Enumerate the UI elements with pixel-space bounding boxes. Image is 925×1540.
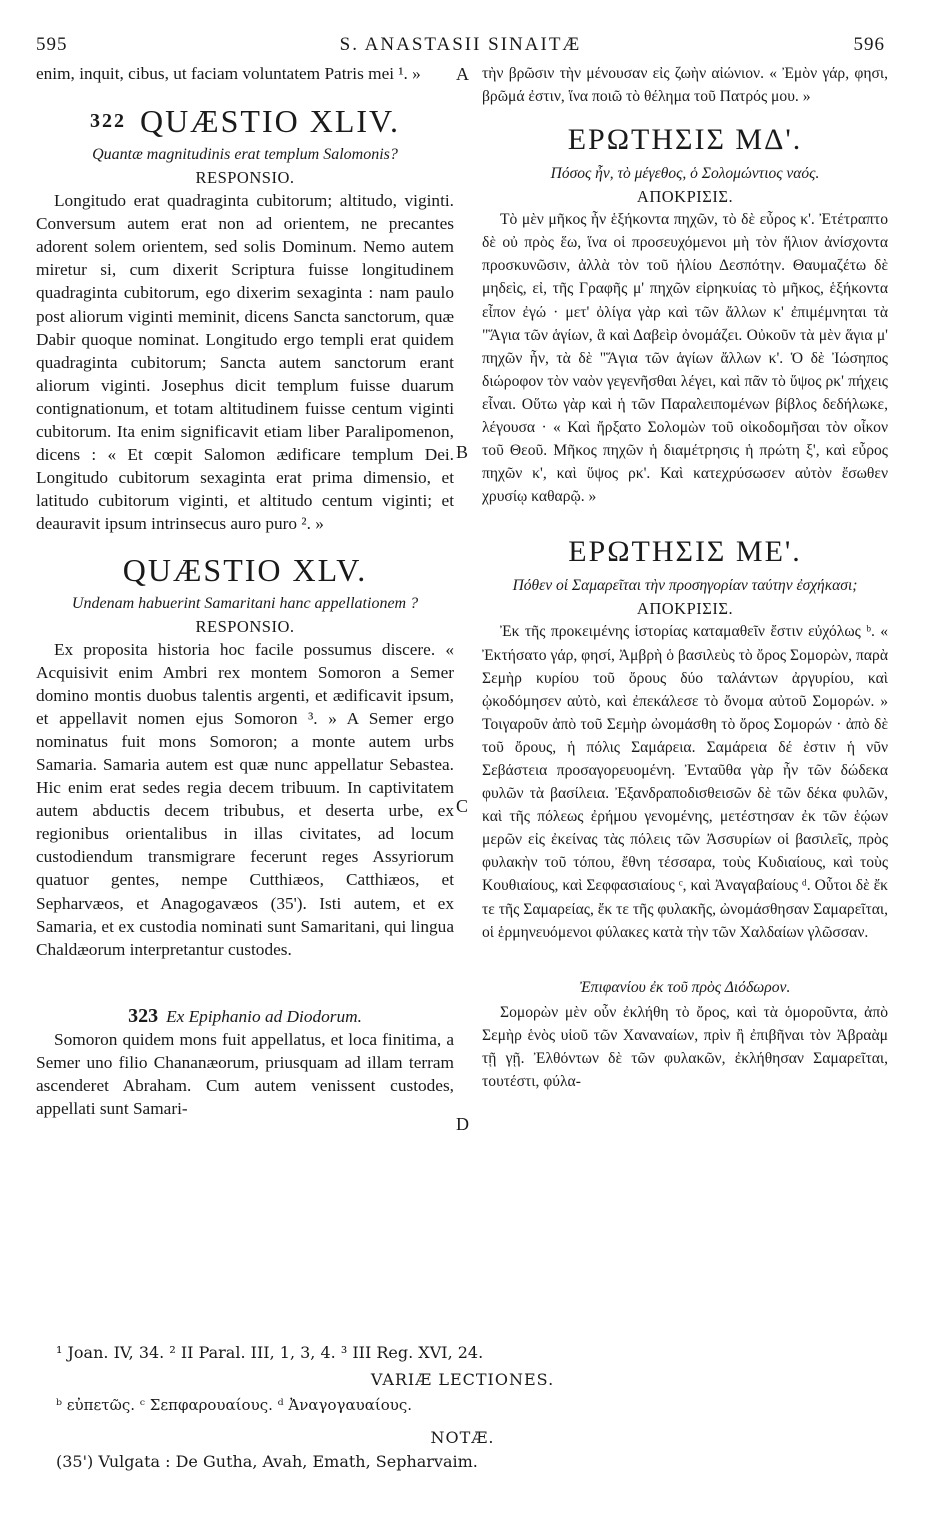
latin-q44-responsio: RESPONSIO. xyxy=(195,168,295,188)
margin-letter-c: C xyxy=(456,796,469,816)
margin-letter-b: B xyxy=(456,442,469,462)
running-title: S. ANASTASII SINAITÆ xyxy=(339,34,582,55)
variae-lectiones-title: VARIÆ LECTIONES. xyxy=(370,1370,555,1389)
greek-q44-body: Τὸ μὲν μῆκος ἦν ἑξήκοντα πηχῶν, τὸ δὲ εὖρος κ'. Ἐτέτραπτο δὲ οὐ πρὸς ἕω, ἵνα οἱ προσευχόμενοι μὴ τὸν ἥλιον ἀνίσχοντα προσκυνῶσιν, ἀλλὰ τὸν τοῦ ἡλίου Δεσπότην. Θαυμαζέτω δὲ μηδεὶς, εἰ, τῆς Γραφῆς μ' πηχῶν εἰρηκυίας τὸ μῆκος, ἑξήκοντα εἶπον ἐγώ · μετ' ὀλίγα γὰρ καὶ τῶν ἄλλων κ' ἐπιμέμνηται τὰ "Ἅγια τῶν ἁγίων, ἃ καὶ Δαβεὶρ ὀνομάζει. Οὐκοῦν τὰ μὲν ἅγια μ' πηχῶν ἦν, τὰ δὲ "Ἅγια τῶν ἁγίων ἄλλων κ'. Ὁ δὲ Ἰώσηπος διώροφον τὸν ναὸν γεγενῆσθαι λέγει, καὶ πᾶν τὸ ὕψος ρκ' πήχεις εἶναι. Οὕτω γὰρ καὶ ἡ τῶν Παραλειπομένων βίβλος δεδήλωκε, λέγουσα · « Καὶ ἤρξατο Σολομὼν τοῦ οἰκοδομῆσαι τὸν οἶκον τοῦ Θεοῦ. Μῆκος πηχῶν ἡ διαμέτρησις ἡ πρώτη ξ', καὶ εὖρος πηχῶν κ', καὶ ὕψος ρκ'. Καὶ κατεχρύσωσεν αὐτὸν ἔσωθεν χρυσίῳ καθαρῷ. » xyxy=(482,211,888,506)
footnote-references: ¹ Joan. IV, 34. ² II Paral. III, 1, 3, 4. ³ III Reg. XVI, 24. xyxy=(56,1343,484,1362)
latin-q45-subtitle: Undenam habuerint Samaritani hanc appellationem ? xyxy=(71,594,419,612)
greek-intro: τὴν βρῶσιν τὴν μένουσαν εἰς ζωὴν αἰώνιον. « Ἐμὸν γάρ, φησι, βρῶμά ἐστιν, ἵνα ποιῶ τὸ θέλημα τοῦ Πατρός μου. » xyxy=(482,65,888,106)
greek-q45-subtitle: Πόθεν οἱ Σαμαρεῖται τὴν προσηγορίαν ταύτην ἐσχήκασι; xyxy=(512,577,858,595)
latin-s323-heading xyxy=(36,1005,454,1028)
latin-q45-heading xyxy=(36,550,454,590)
variae-lectiones: ᵇ εὐπετῶς. ᶜ Σεπφαρουαίους. ᵈ Ἀναγογαυαίους. xyxy=(56,1396,413,1414)
latin-s323-title: Ex Epiphanio ad Diodorum. xyxy=(166,1006,362,1026)
latin-s323-body: Somoron quidem mons fuit appellatus, et loca finitima, a Semer uno filio Chananæorum, priusquam ad illam terram ascenderet Abraham. Cum autem venissent custodes, appellati sunt Samari- xyxy=(36,1029,454,1119)
greek-q44-responsio: ΑΠΟΚΡΙΣΙΣ. xyxy=(636,187,734,207)
latin-q44-title: QUÆSTIO XLIV. xyxy=(139,103,401,140)
page-number-right: 596 xyxy=(853,34,885,55)
greek-s323-title: Ἐπιφανίου ἐκ τοῦ πρὸς Διόδωρον. xyxy=(579,978,791,996)
margin-letter-a: A xyxy=(456,64,469,84)
latin-intro: enim, inquit, cibus, ut faciam voluntatem Patris mei ¹. » xyxy=(36,64,421,83)
latin-q44-body: Longitudo erat quadraginta cubitorum; altitudo, viginti. Conversum autem erat non ad orientem, ne precantes adorent solem orientem, sed solis Dominum. Nemo autem miretur si, cum dixerit Scriptura fuisse longitudinem quadraginta cubitorum, ego dixerim sexaginta : nam paulo post aliorum viginti meminit, dicens Sancta sanctorum, quæ Dabir quoque nominat. Longitudo ergo templi erat quidem quadraginta cubitorum; Sancta autem sanctorum erant aliorum viginti. Josephus dicit templum fuisse duarum contignationum, et totam altitudinem fuisse centum viginti cubitorum. Ita enim significavit etiam liber Paralipomenon, dicens : « Et cœpit Salomon ædificare templum Dei. Longitudo cubitorum sexaginta erat prima dimensio, et latitudo cubitorum viginti, et altitudo centum viginti; et deauravit ipsum intrinsecus auro puro ². » xyxy=(36,191,454,534)
latin-q44-subtitle: Quantæ magnitudinis erat templum Salomonis? xyxy=(92,146,398,164)
greek-q45-title: ΕΡΩΤΗΣΙΣ ΜΕ'. xyxy=(568,535,802,569)
latin-q45-title: QUÆSTIO XLV. xyxy=(122,551,368,588)
notae-text: (35') Vulgata : De Gutha, Avah, Emath, Sepharvaim. xyxy=(56,1452,478,1471)
margin-letter-d: D xyxy=(456,1114,469,1134)
running-header xyxy=(36,34,885,58)
greek-q44-title: ΕΡΩΤΗΣΙΣ ΜΔ'. xyxy=(567,123,803,157)
latin-column xyxy=(36,62,454,1120)
greek-q44-subtitle: Πόσος ἦν, τὸ μέγεθος, ὁ Σολομώντιος ναός. xyxy=(550,165,820,183)
greek-q45-body: Ἐκ τῆς προκειμένης ἱστορίας καταμαθεῖν ἔστιν εὐχόλως ᵇ. « Ἐκτήσατο γάρ, φησί, Ἀμβρὴ ὁ βασιλεὺς τὸ ὄρος Σομορὼν, παρὰ Σεμὴρ κυρίου τοῦ ὄρους δύο ταλάντων ἀργυρίου, καὶ ᾠκοδόμησεν αὐτὸ, καὶ ἐπεκάλεσε τὸ ὄνομα αὐτοῦ Σομορών. » Τοιγαροῦν ἀπὸ τοῦ Σεμὴρ ὠνομάσθη τὸ ὄρος Σομορών · ἀπὸ δὲ τοῦ ὄρους, ἡ πόλις Σαμάρεια. Σαμάρεια δέ ἐστιν ἡ νῦν Σεβάστεια προσαγορευομένη. Ἐνταῦθα γὰρ ἦν τῶν δώδεκα φυλῶν τὰ βασίλεια. Ἐξανδραποδισθεισῶν δὲ τῶν δέκα φυλῶν, καὶ τῆς πόλεως ἐρήμου γενομένης, μετέστησαν ἐκ τῶν ἑῴων μερῶν εἰς ἐκείνας τὰς πόλεις τῶν Ἀσσυρίων οἱ βασιλεῖς, πρὸς φυλακὴν τοῦ τόπου, ἔθνη τέσσαρα, τοὺς Κυδιαίους, καὶ τοὺς Κουθιαίους, καὶ Σεφφασιαίους ᶜ, καὶ Ἀναγαβαίους ᵈ. Οὗτοι δὲ ἔκ τε τῆς Σαμαρείας, ἔκ τε τῆς φυλακῆς, ὠνομάσθησαν Σαμαρεῖται, οἱ ἑρμηνευόμενοι φύλακες κατὰ τὴν τῶν Χαλδαίων γλῶσσαν. xyxy=(482,623,888,941)
latin-q45-responsio: RESPONSIO. xyxy=(195,616,295,636)
latin-q44-number: 322 xyxy=(89,110,126,133)
greek-column xyxy=(482,62,888,1093)
latin-s323-number: 323 xyxy=(128,1004,159,1027)
page-number-left: 595 xyxy=(36,34,68,55)
latin-q45-body: Ex proposita historia hoc facile possumus discere. « Acquisivit enim Ambri rex montem Somoron a Semer domino montis duobus talentis argenti, et ædificavit ipsum, et appellavit nomen ejus Somoron ³. » A Semer ergo nominatus fuit mons Somoron; a monte autem urbs Samaria. Samaria autem est quæ nunc appellatur Sebastea. Hic enim erat sedes regia decem tribuum. In captivitatem autem abductis decem tribubus, et deserta urbe, ex regionibus orientalibus in illas civitates, ad locum custodiendum transmigrare fecerunt reges Assyriorum quatuor gentes, nempe Cutthiæos, Catthiæos, et Sepharvæos, et Anagogavæos (35'). Isti autem, et ex Samaria, et ex custodia nominati sunt Samaritani, qui lingua Chaldæorum interpretantur custodes. xyxy=(36,639,454,959)
greek-s323-body: Σομορὼν μὲν οὖν ἐκλήθη τὸ ὄρος, καὶ τὰ ὁμοροῦντα, ἀπὸ Σεμὴρ ἑνὸς υἱοῦ τῶν Χαναναίων, πρὶν ἢ ἐπιβῆναι τὸν Ἀβραὰμ τῇ γῇ. Ἐλθόντων δὲ τῶν φυλακῶν, ἐκλήθησαν Σαμαρεῖται, τουτέστι, φύλα- xyxy=(482,1003,888,1091)
greek-q45-heading xyxy=(482,532,888,572)
greek-q45-responsio: ΑΠΟΚΡΙΣΙΣ. xyxy=(636,599,734,619)
latin-q44-heading xyxy=(36,101,454,141)
greek-q44-heading xyxy=(482,120,888,160)
notae-title: NOTÆ. xyxy=(430,1428,495,1447)
